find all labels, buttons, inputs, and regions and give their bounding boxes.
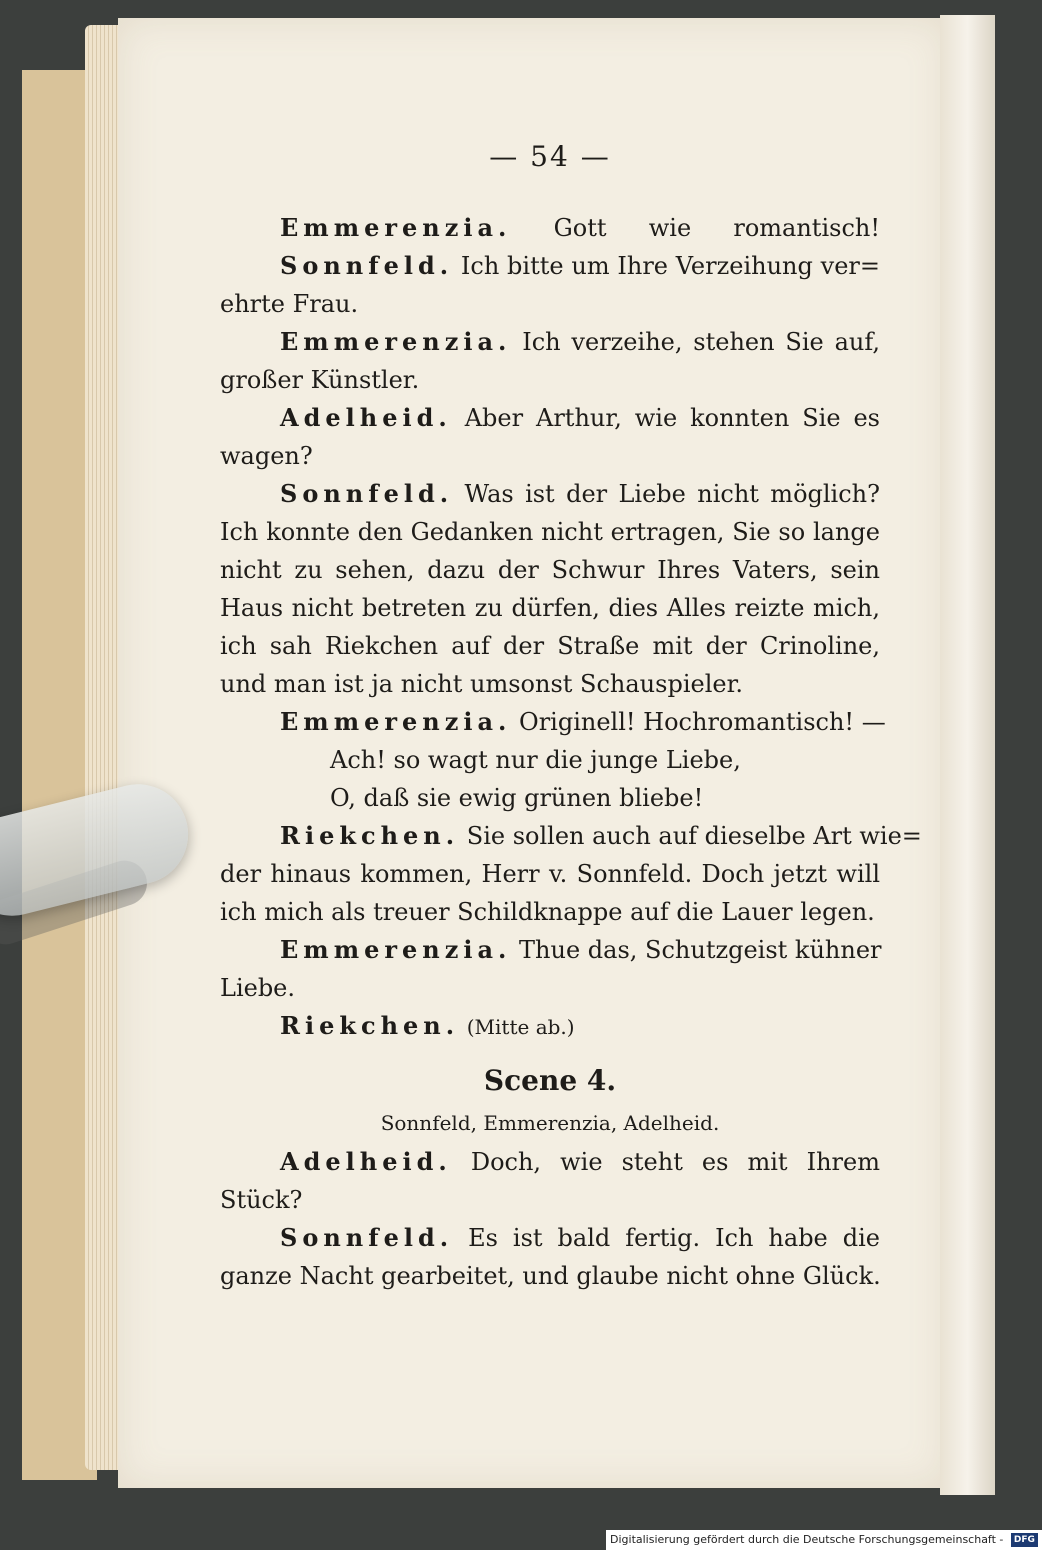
dialogue-text: Ich verzeihe, stehen Sie auf, [522, 328, 880, 356]
text-line: Liebe. [220, 974, 296, 1002]
text-line: ehrte Frau. [220, 290, 359, 318]
dialogue-text: Es ist bald fertig. Ich habe die [468, 1224, 880, 1252]
dialogue-text: Doch, wie steht es mit Ihrem [470, 1148, 880, 1176]
page-number: — 54 — [489, 140, 611, 173]
speaker-name: Adelheid. [280, 403, 452, 432]
speaker-name: Adelheid. [280, 1147, 452, 1176]
dialogue-text: Sie sollen auch auf dieselbe Art wie= [466, 822, 922, 850]
dialogue-text: Was ist der Liebe nicht möglich? [464, 480, 880, 508]
text-line: ich mich als treuer Schildknappe auf die Lauer legen. [220, 898, 875, 926]
text-line [220, 817, 922, 855]
scene-cast: Sonnfeld, Emmerenzia, Adelheid. [380, 1111, 720, 1135]
text-line: nicht zu sehen, dazu der Schwur Ihres Vaters, sein [220, 556, 880, 584]
text-line: ganze Nacht gearbeitet, und glaube nicht ohne Glück. [220, 1262, 881, 1290]
text-line [220, 475, 880, 513]
text-line [220, 323, 880, 361]
footer-credit [606, 1530, 1042, 1550]
text-line [220, 247, 880, 285]
stage-direction: (Mitte ab.) [466, 1015, 575, 1039]
speaker-name: Riekchen. [280, 821, 460, 850]
dialogue-text: Ich bitte um Ihre Verzeihung ver= [460, 252, 880, 280]
speaker-name: Riekchen. [280, 1011, 460, 1040]
text-line: wagen? [220, 442, 313, 470]
text-line: großer Künstler. [220, 366, 420, 394]
dialogue-text: Thue das, Schutzgeist kühner [519, 936, 882, 964]
text-line: ich sah Riekchen auf der Straße mit der Crinoline, [220, 632, 880, 660]
text-line: und man ist ja nicht umsonst Schauspieler. [220, 670, 744, 698]
text-line: Ich konnte den Gedanken nicht ertragen, Sie so lange [220, 518, 880, 546]
page-right-edge [940, 15, 995, 1495]
text-line [220, 931, 880, 969]
text-line [220, 703, 886, 741]
speaker-name: Emmerenzia. [280, 327, 512, 356]
footer-text: Digitalisierung gefördert durch die Deutsche Forschungsgemeinschaft - [610, 1533, 1004, 1546]
dialogue-text: Aber Arthur, wie konnten Sie es [464, 404, 880, 432]
text-line: Stück? [220, 1186, 303, 1214]
speaker-name: Sonnfeld. [280, 1223, 454, 1252]
dfg-logo-icon: DFG [1011, 1533, 1038, 1547]
scene-heading: Scene 4. [483, 1064, 617, 1097]
page-text [220, 140, 922, 1295]
speaker-name: Emmerenzia. [280, 707, 512, 736]
speaker-name: Sonnfeld. [280, 251, 454, 280]
speaker-name: Emmerenzia. [280, 213, 512, 242]
dialogue-text: Gott wie romantisch! [553, 214, 880, 242]
text-line: Haus nicht betreten zu dürfen, dies Alles reizte mich, [220, 594, 880, 622]
speaker-name: Sonnfeld. [280, 479, 454, 508]
text-line [220, 1219, 880, 1257]
text-line [220, 399, 880, 437]
text-line [220, 1143, 880, 1181]
dialogue-text: Originell! Hochromantisch! — [519, 708, 886, 736]
speaker-name: Emmerenzia. [280, 935, 512, 964]
text-line [220, 1007, 880, 1045]
text-line: der hinaus kommen, Herr v. Sonnfeld. Doch jetzt will [220, 860, 880, 888]
verse-line: O, daß sie ewig grünen bliebe! [330, 784, 704, 812]
text-line [220, 209, 880, 247]
verse-line: Ach! so wagt nur die junge Liebe, [330, 746, 741, 774]
